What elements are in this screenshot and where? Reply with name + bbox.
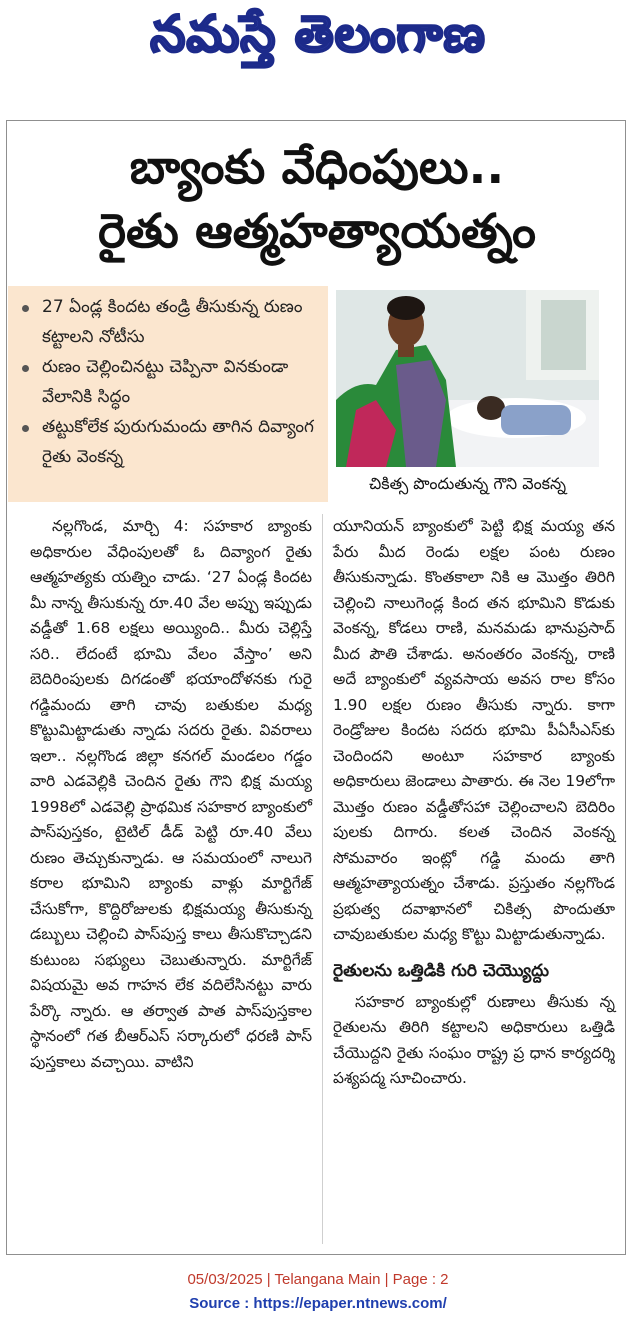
photo-caption: చికిత్స పొందుతున్న గౌని వెంకన్న [368, 474, 567, 493]
photo-illustration [336, 290, 599, 467]
headline [8, 136, 626, 264]
article-column-right [333, 514, 615, 1092]
bullet-icon [22, 305, 29, 312]
news-photo [336, 290, 599, 467]
highlight-item [8, 292, 328, 352]
highlight-text: 27 ఏండ్ల కిందట తండ్రి తీసుకున్న రుణం కట్టాలని నోటీసు [42, 297, 303, 347]
article-paragraph: నల్లగొండ, మార్చి 4: సహకార బ్యాంకు అధికారుల వేధింపులతో ఓ దివ్యాంగ రైతు ఆత్మహత్యకు యత్నిం చాడు. ‘27 ఏండ్ల కిందట మీ నాన్న తీసుకున్న రూ.40 వేల అప్పు ఇప్పుడు వడ్డీతో 1.68 లక్షలు అయ్యింది.. మీరు చెల్లిస్తే సరి.. లేదంటే భూమి వేలం వేస్తాం’ అని బెదిరింపులకు దిగడంతో భయాందోళనకు గురై గడ్డిమందు తాగి చావు బతుకుల మధ్య కొట్టుమిట్టాడుతు న్నాడు సదరు రైతు. వివరాలు ఇలా.. నల్లగొండ జిల్లా కనగల్ మండలం గడ్డం వారి ఎడవెల్లికి చెందిన రైతు గౌని భిక్ష మయ్య 1998లో ఎడవెల్లి ప్రాథమిక సహకార బ్యాంకులో పాస్‌పుస్తకం, టైటిల్ డీడ్ పెట్టి రూ.40 వేలు రుణం తెచ్చుకున్నాడు. ఆ సమయంలో నాలుగె కరాల భూమిని బ్యాంకు వాళ్లు మార్టిగేజ్ చేసుకోగా, కొద్దిరోజులకు భిక్షమయ్య తీసుకున్న డబ్బులు చెల్లించి పాస్‌పుస్త కాలు తీసుకొచ్చాడని కుటుంబ సభ్యులు చెబుతున్నారు. మార్టిగేజ్ విషయమై అవ గాహన లేక వదిలేసినట్టు వారు పేర్కొ న్నారు. ఆ తర్వాత పాత పాస్‌పుస్తకాల స్థానంలో గత బీఆర్‌ఎస్ సర్కారులో ధరణి పాస్ పుస్తకాలు వచ్చాయి. వాటిని [30, 517, 312, 1071]
article-column-left [30, 514, 312, 1075]
headline-line-2: రైతు ఆత్మహత్యాయత్నం [98, 204, 536, 259]
article-paragraph: సహకార బ్యాంకుల్లో రుణాలు తీసుకు న్న రైతులను తిరిగి కట్టాలని అధికారులు ఒత్తిడి చేయొద్దని రైతు సంఘం రాష్ట్ర ప్ర ధాన కార్యదర్శి పశ్యపద్మ సూచించారు. [333, 992, 615, 1087]
newspaper-logo: నమస్తే తెలంగాణ [150, 4, 486, 63]
article-paragraph: యూనియన్ బ్యాంకులో పెట్టి భిక్ష మయ్య తన పేరు మీద రెండు లక్షల పంట రుణం తీసుకున్నాడు. కొంతకాలా నికి ఆ మొత్తం తిరిగి చెల్లించి నాలుగెండ్ల కింద తన భూమిని కొడుకు వెంకన్న, కోడలు రాణి, మనమడు భానుప్రసాద్ మీద పౌతి చేశాడు. అనంతరం వెంకన్న, రాణి అదే బ్యాంకులో వ్యవసాయ అవస రాల కోసం 1.90 లక్షల రుణం తీసుకు న్నారు. కాగా రెండ్రోజుల కిందట సదరు భూమి పీఏసీఎస్‌కు చెందిందని అంటూ సహకార బ్యాంకు అధికారులు జెండాలు పాతారు. ఈ నెల 19లోగా మొత్తం రుణం వడ్డీతోసహా చెల్లించాలని బెదిరిం పులకు దిగారు. కలత చెందిన వెంకన్న సోమవారం ఇంట్లో గడ్డి మందు తాగి ఆత్మహత్యాయత్నం చేశాడు. ప్రస్తుతం నల్లగొండ ప్రభుత్వ దవాఖానలో చికిత్స పొందుతూ చావుబతుకుల మధ్య కొట్టు మిట్టాడుతున్నాడు. [333, 517, 615, 943]
bullet-icon [22, 365, 29, 372]
highlights-box [8, 286, 328, 502]
article-subheading: రైతులను ఒత్తిడికి గురి చెయ్యొద్దు [333, 960, 550, 981]
headline-line-1: బ్యాంకు వేధింపులు.. [129, 140, 505, 195]
footer-source-link[interactable]: Source : https://epaper.ntnews.com/ [189, 1295, 447, 1312]
page-footer [0, 1268, 636, 1316]
footer-date-line: 05/03/2025 | Telangana Main | Page : 2 [187, 1271, 449, 1288]
column-divider [322, 514, 323, 1244]
highlight-item [8, 352, 328, 412]
bullet-icon [22, 425, 29, 432]
highlight-text: రుణం చెల్లించినట్టు చెప్పినా వినకుండా వేలానికి సిద్ధం [42, 357, 289, 407]
highlight-item [8, 412, 328, 472]
highlight-text: తట్టుకోలేక పురుగుమందు తాగిన దివ్యాంగ రైతు వెంకన్న [42, 417, 314, 467]
masthead [0, 0, 636, 112]
